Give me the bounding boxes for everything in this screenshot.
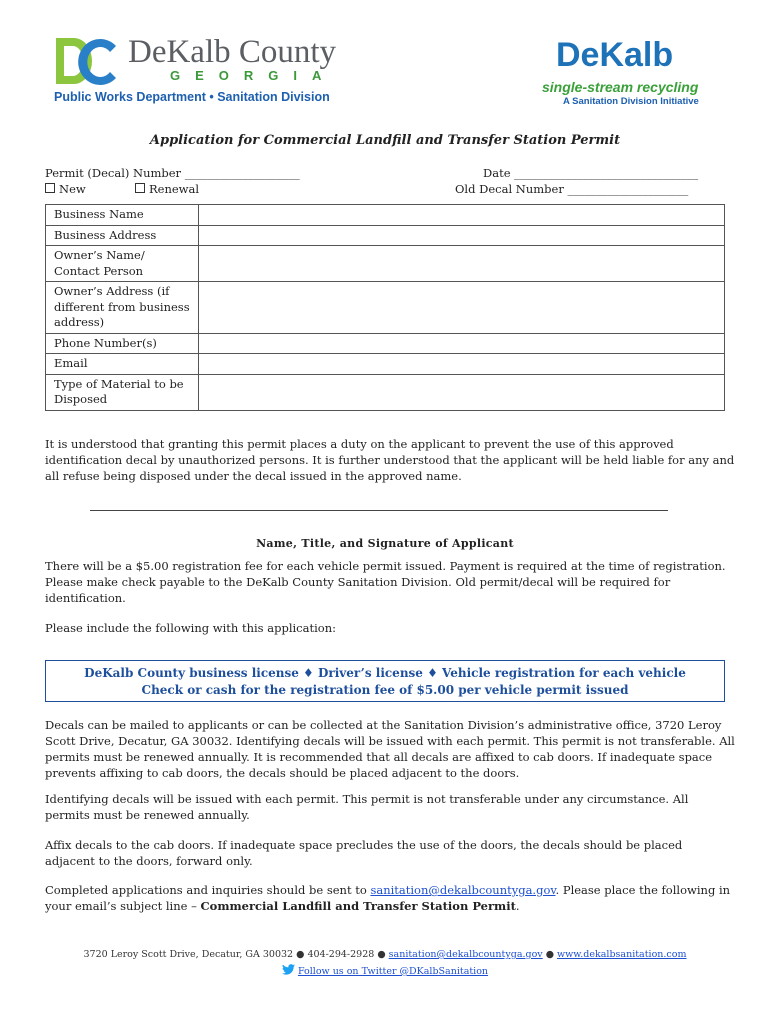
owner-address-input[interactable] xyxy=(199,282,725,334)
phone-input[interactable] xyxy=(199,333,725,354)
footer-address: 3720 Leroy Scott Drive, Decatur, GA 30032 xyxy=(83,949,294,960)
row-label: Business Name xyxy=(46,205,199,226)
footer-email-link[interactable]: sanitation@dekalbcountyga.gov xyxy=(388,949,543,960)
renewal-label: Renewal xyxy=(149,182,200,196)
submission-end: . xyxy=(515,899,520,913)
brand-tagline: single-stream recycling xyxy=(542,79,699,95)
county-state: GEORGIA xyxy=(170,68,337,83)
submission-text-2: . Please place the following in your email’s subject line – xyxy=(45,883,731,913)
row-label: Owner’s Address (if different from business address) xyxy=(46,282,199,334)
old-decal-field[interactable]: Old Decal Number _____________________ xyxy=(455,182,689,196)
include-paragraph: Please include the following with this application: xyxy=(45,621,336,635)
submission-text: Completed applications and inquiries should be sent to xyxy=(45,883,371,897)
applicant-info-table xyxy=(45,204,725,411)
footer-phone: 404-294-2928 xyxy=(307,949,375,960)
liability-paragraph: It is understood that granting this permit places a duty on the applicant to prevent the use of this approved identification decal by unauthorized persons. It is further understood that the applicant will be held liable for any and all refuse being disposed under the decal issued in the approved name. xyxy=(45,437,735,483)
requirements-line-1: DeKalb County business license ♦ Driver’s license ♦ Vehicle registration for each vehicle xyxy=(84,666,686,680)
bullet-icon: ● xyxy=(377,949,389,960)
date-field[interactable]: Date ________________________________ xyxy=(483,166,699,180)
renewal-option[interactable] xyxy=(135,182,199,196)
table-row xyxy=(46,246,725,282)
department-line: Public Works Department • Sanitation Division xyxy=(54,90,330,104)
footer-contact xyxy=(0,949,770,960)
signature-caption: Name, Title, and Signature of Applicant xyxy=(256,537,514,550)
dekalb-recycling-logo xyxy=(556,36,673,75)
email-subject: Commercial Landfill and Transfer Station Permit xyxy=(200,899,516,913)
twitter-link[interactable]: Follow us on Twitter @DKalbSanitation xyxy=(297,966,489,977)
bullet-icon: ● xyxy=(296,949,308,960)
permit-number-field[interactable]: Permit (Decal) Number ____________________ xyxy=(45,166,300,180)
sanitation-email-link[interactable]: sanitation@dekalbcountyga.gov xyxy=(370,883,556,897)
row-label: Phone Number(s) xyxy=(46,333,199,354)
table-row xyxy=(46,225,725,246)
material-type-input[interactable] xyxy=(199,374,725,410)
dekalb-dc-logo-mark xyxy=(52,34,120,88)
brand-subtitle: A Sanitation Division Initiative xyxy=(563,96,699,107)
business-name-input[interactable] xyxy=(199,205,725,226)
bullet-icon: ● xyxy=(545,949,558,960)
table-row xyxy=(46,333,725,354)
submission-paragraph xyxy=(45,882,735,914)
new-label: New xyxy=(59,182,86,196)
transfer-paragraph: Identifying decals will be issued with each permit. This permit is not transferable under any circumstance. All permits must be renewed annually. xyxy=(45,792,689,822)
table-row xyxy=(46,205,725,226)
affix-paragraph: Affix decals to the cab doors. If inadequate space precludes the use of the doors, the decals should be placed adjacent to the doors, forward only. xyxy=(45,838,683,868)
brand-name: DeKalb xyxy=(556,36,674,74)
row-label: Email xyxy=(46,354,199,375)
footer-website-link[interactable]: www.dekalbsanitation.com xyxy=(557,949,687,960)
table-row xyxy=(46,354,725,375)
table-row xyxy=(46,282,725,334)
email-input[interactable] xyxy=(199,354,725,375)
row-label: Business Address xyxy=(46,225,199,246)
fee-paragraph: There will be a $5.00 registration fee for each vehicle permit issued. Payment is required at the time of registration. Please make check payable to the DeKalb County Sanitation Division. Old permit/decal will be required for identification. xyxy=(45,559,726,605)
row-label: Type of Material to be Disposed xyxy=(46,374,199,410)
requirements-line-2: Check or cash for the registration fee of $5.00 per vehicle permit issued xyxy=(141,683,629,697)
new-checkbox[interactable] xyxy=(45,183,55,193)
new-option[interactable] xyxy=(45,182,86,196)
table-row xyxy=(46,374,725,410)
owner-name-input[interactable] xyxy=(199,246,725,282)
footer-twitter xyxy=(0,964,770,977)
form-title: Application for Commercial Landfill and Transfer Station Permit xyxy=(149,133,621,148)
twitter-bird-icon xyxy=(282,964,295,975)
signature-line[interactable] xyxy=(90,510,668,511)
renewal-checkbox[interactable] xyxy=(135,183,145,193)
business-address-input[interactable] xyxy=(199,225,725,246)
county-name: DeKalb County xyxy=(128,34,337,70)
decals-paragraph: Decals can be mailed to applicants or can be collected at the Sanitation Division’s administrative office, 3720 Leroy Scott Drive, Decatur, GA 30032. Identifying decals will be issued with each permit. This permit is not transferable. All permits must be renewed annually. It is recommended that all decals are affixed to cab doors. If inadequate space prevents affixing to cab doors, the decals should be placed adjacent to the doors. xyxy=(45,718,735,780)
row-label: Owner’s Name/ Contact Person xyxy=(46,246,199,282)
requirements-box xyxy=(45,660,725,702)
